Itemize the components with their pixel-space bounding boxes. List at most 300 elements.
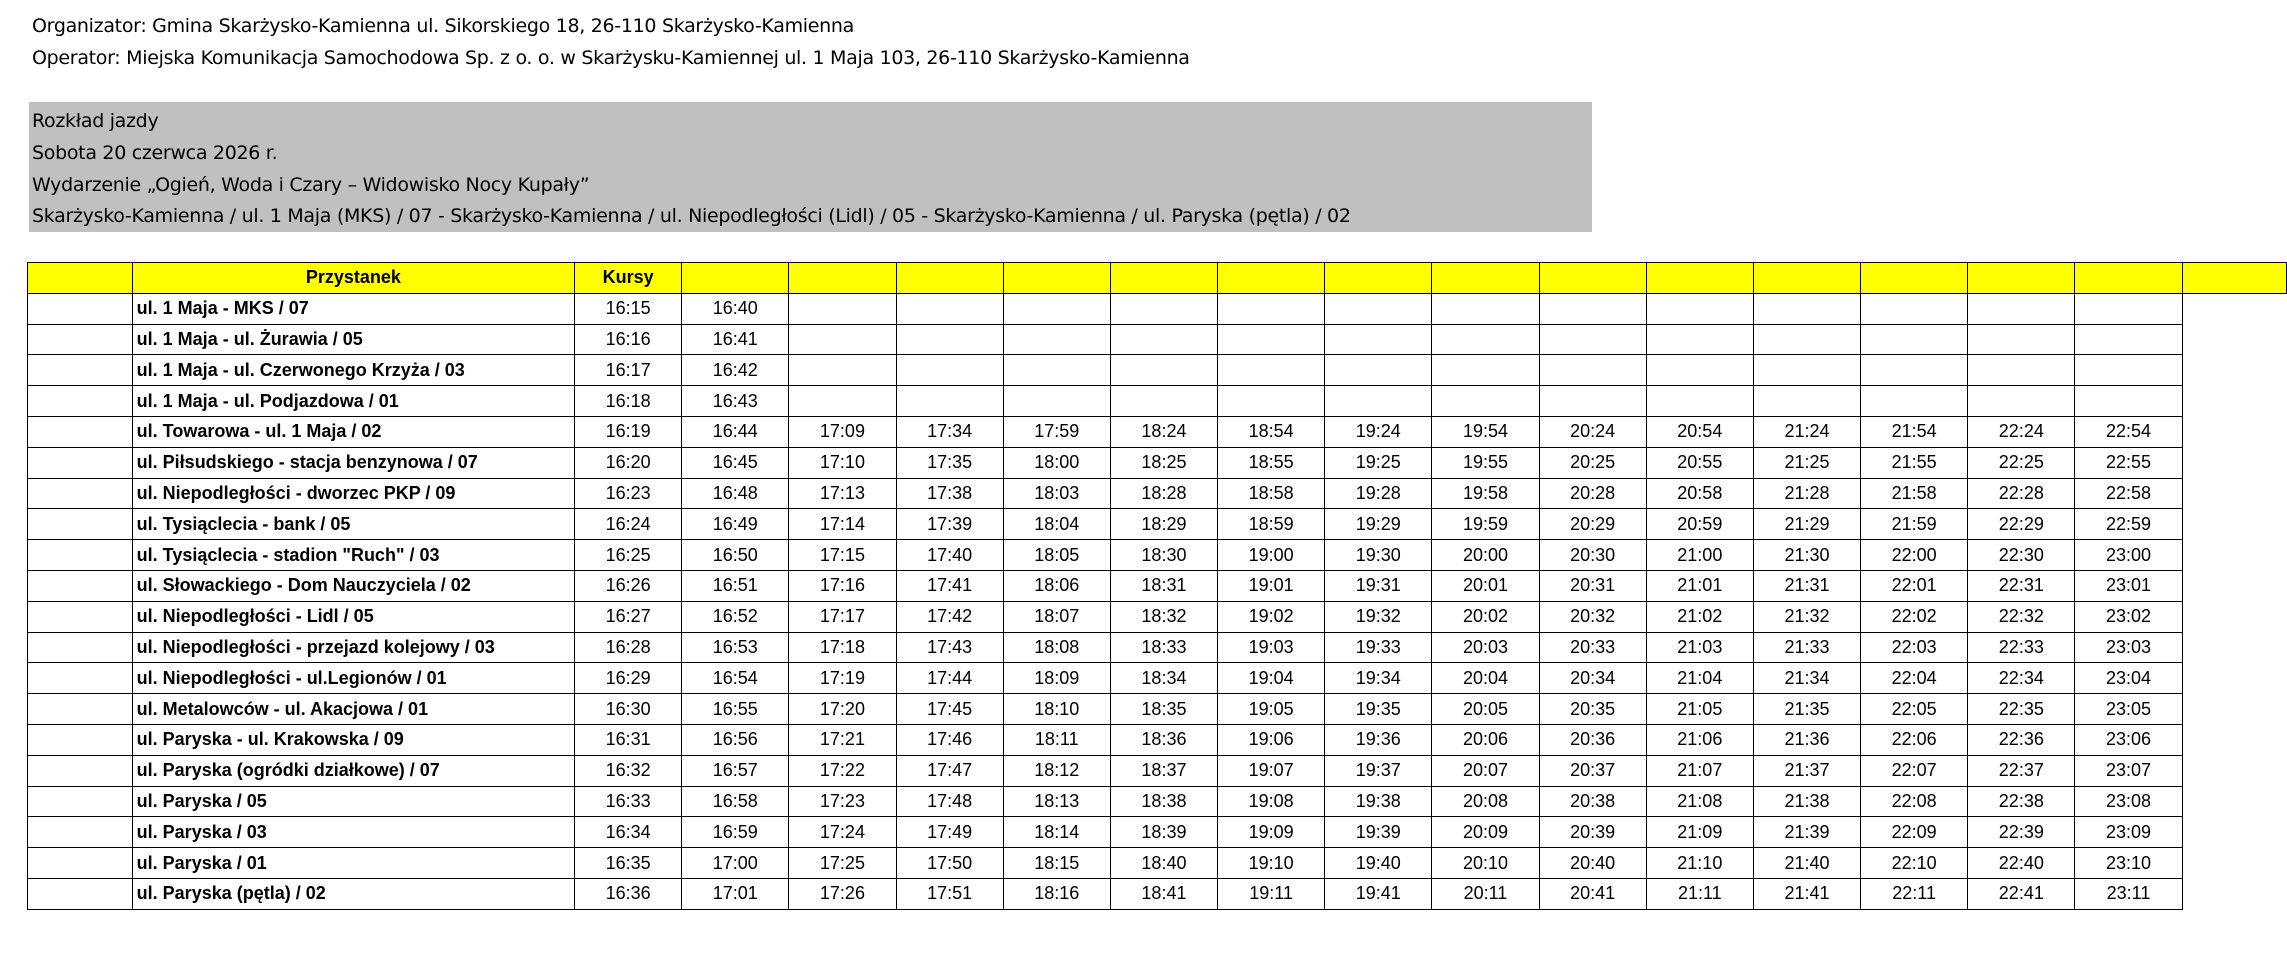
row-blank-cell <box>28 355 133 386</box>
departure-time: 22:31 <box>1968 570 2075 601</box>
departure-time: 21:55 <box>1861 447 1968 478</box>
stop-name: ul. Paryska (pętla) / 02 <box>132 878 574 909</box>
departure-time <box>1110 324 1217 355</box>
stop-name: ul. Paryska - ul. Krakowska / 09 <box>132 724 574 755</box>
departure-time <box>1218 293 1325 324</box>
header-runs: Kursy <box>575 263 682 294</box>
departure-time: 21:30 <box>1753 540 1860 571</box>
table-row <box>28 817 2287 848</box>
departure-time: 20:55 <box>1646 447 1753 478</box>
departure-time: 16:19 <box>575 416 682 447</box>
stop-name: ul. 1 Maja - ul. Podjazdowa / 01 <box>132 386 574 417</box>
departure-time: 19:58 <box>1432 478 1539 509</box>
departure-time: 18:05 <box>1003 540 1110 571</box>
departure-time: 16:26 <box>575 570 682 601</box>
stop-name: ul. Piłsudskiego - stacja benzynowa / 07 <box>132 447 574 478</box>
departure-time: 20:39 <box>1539 817 1646 848</box>
departure-time: 16:15 <box>575 293 682 324</box>
departure-time <box>1539 293 1646 324</box>
departure-time: 16:57 <box>682 755 789 786</box>
table-row <box>28 632 2287 663</box>
departure-time: 21:02 <box>1646 601 1753 632</box>
departure-time: 17:01 <box>682 878 789 909</box>
departure-time <box>1968 386 2075 417</box>
departure-time: 18:30 <box>1110 540 1217 571</box>
departure-time: 16:53 <box>682 632 789 663</box>
departure-time: 17:41 <box>896 570 1003 601</box>
departure-time: 16:33 <box>575 786 682 817</box>
departure-time <box>1539 355 1646 386</box>
departure-time: 18:07 <box>1003 601 1110 632</box>
departure-time: 22:06 <box>1861 724 1968 755</box>
stop-name: ul. Niepodległości - Lidl / 05 <box>132 601 574 632</box>
departure-time: 17:24 <box>789 817 896 848</box>
stop-name: ul. Paryska / 05 <box>132 786 574 817</box>
departure-time: 16:35 <box>575 848 682 879</box>
departure-time: 19:34 <box>1325 663 1432 694</box>
departure-time: 20:59 <box>1646 509 1753 540</box>
departure-time: 21:11 <box>1646 878 1753 909</box>
departure-time <box>1325 293 1432 324</box>
departure-time: 22:35 <box>1968 694 2075 725</box>
departure-time <box>1539 324 1646 355</box>
departure-time: 22:32 <box>1968 601 2075 632</box>
header-blank-cell <box>1110 263 1217 294</box>
departure-time <box>2075 324 2182 355</box>
table-row <box>28 509 2287 540</box>
departure-time: 21:37 <box>1753 755 1860 786</box>
departure-time: 16:27 <box>575 601 682 632</box>
departure-time: 17:43 <box>896 632 1003 663</box>
departure-time <box>789 355 896 386</box>
departure-time: 18:12 <box>1003 755 1110 786</box>
departure-time: 21:35 <box>1753 694 1860 725</box>
departure-time: 16:23 <box>575 478 682 509</box>
departure-time: 20:37 <box>1539 755 1646 786</box>
departure-time: 17:21 <box>789 724 896 755</box>
departure-time: 17:16 <box>789 570 896 601</box>
table-row <box>28 324 2287 355</box>
departure-time: 17:22 <box>789 755 896 786</box>
departure-time: 18:36 <box>1110 724 1217 755</box>
departure-time: 18:37 <box>1110 755 1217 786</box>
row-blank-cell <box>28 601 133 632</box>
info-event: Wydarzenie „Ogień, Woda i Czary – Widowisko Nocy Kupały” <box>32 174 590 196</box>
header-blank-cell <box>1325 263 1432 294</box>
departure-time: 18:10 <box>1003 694 1110 725</box>
header-blank-cell <box>789 263 896 294</box>
departure-time: 19:03 <box>1218 632 1325 663</box>
departure-time <box>2075 386 2182 417</box>
departure-time: 20:10 <box>1432 848 1539 879</box>
row-blank-cell <box>28 663 133 694</box>
departure-time: 21:33 <box>1753 632 1860 663</box>
info-route: Skarżysko-Kamienna / ul. 1 Maja (MKS) / 07 - Skarżysko-Kamienna / ul. Niepodległości (Lidl) / 05 - Skarżysko-Kamienna / ul. Paryska (pętla) / 02 <box>32 205 1351 227</box>
departure-time: 20:36 <box>1539 724 1646 755</box>
departure-time: 20:34 <box>1539 663 1646 694</box>
departure-time: 18:33 <box>1110 632 1217 663</box>
departure-time <box>1646 386 1753 417</box>
departure-time <box>1325 355 1432 386</box>
departure-time: 19:06 <box>1218 724 1325 755</box>
table-row <box>28 878 2287 909</box>
departure-time: 21:10 <box>1646 848 1753 879</box>
header-blank-cell <box>1003 263 1110 294</box>
departure-time: 22:36 <box>1968 724 2075 755</box>
row-blank-cell <box>28 324 133 355</box>
departure-time: 16:52 <box>682 601 789 632</box>
departure-time: 23:07 <box>2075 755 2182 786</box>
departure-time: 18:54 <box>1218 416 1325 447</box>
departure-time: 23:02 <box>2075 601 2182 632</box>
departure-time: 18:55 <box>1218 447 1325 478</box>
departure-time: 16:54 <box>682 663 789 694</box>
header-blank-cell <box>1753 263 1860 294</box>
departure-time: 22:40 <box>1968 848 2075 879</box>
departure-time: 20:54 <box>1646 416 1753 447</box>
departure-time: 18:34 <box>1110 663 1217 694</box>
departure-time: 19:02 <box>1218 601 1325 632</box>
departure-time <box>1753 386 1860 417</box>
departure-time: 17:46 <box>896 724 1003 755</box>
departure-time: 19:28 <box>1325 478 1432 509</box>
departure-time <box>896 386 1003 417</box>
stop-name: ul. Niepodległości - dworzec PKP / 09 <box>132 478 574 509</box>
departure-time: 17:59 <box>1003 416 1110 447</box>
departure-time: 23:05 <box>2075 694 2182 725</box>
departure-time: 19:04 <box>1218 663 1325 694</box>
departure-time: 17:13 <box>789 478 896 509</box>
departure-time <box>1968 324 2075 355</box>
departure-time: 22:04 <box>1861 663 1968 694</box>
departure-time: 21:58 <box>1861 478 1968 509</box>
departure-time: 19:37 <box>1325 755 1432 786</box>
departure-time: 16:59 <box>682 817 789 848</box>
departure-time <box>896 324 1003 355</box>
departure-time: 23:06 <box>2075 724 2182 755</box>
departure-time: 21:31 <box>1753 570 1860 601</box>
departure-time: 18:31 <box>1110 570 1217 601</box>
departure-time: 19:30 <box>1325 540 1432 571</box>
table-row <box>28 478 2287 509</box>
organizer-line: Organizator: Gmina Skarżysko-Kamienna ul. Sikorskiego 18, 26-110 Skarżysko-Kamienna <box>32 15 854 37</box>
departure-time: 18:13 <box>1003 786 1110 817</box>
timetable-info-box <box>29 102 1592 232</box>
departure-time <box>1325 386 1432 417</box>
departure-time: 17:45 <box>896 694 1003 725</box>
departure-time: 21:08 <box>1646 786 1753 817</box>
departure-time: 21:38 <box>1753 786 1860 817</box>
departure-time: 22:05 <box>1861 694 1968 725</box>
departure-time: 19:10 <box>1218 848 1325 879</box>
table-row <box>28 755 2287 786</box>
departure-time <box>789 324 896 355</box>
departure-time: 17:40 <box>896 540 1003 571</box>
departure-time: 19:55 <box>1432 447 1539 478</box>
departure-time: 19:59 <box>1432 509 1539 540</box>
departure-time: 20:00 <box>1432 540 1539 571</box>
departure-time: 22:37 <box>1968 755 2075 786</box>
departure-time: 18:09 <box>1003 663 1110 694</box>
departure-time: 17:10 <box>789 447 896 478</box>
departure-time: 18:39 <box>1110 817 1217 848</box>
departure-time: 21:29 <box>1753 509 1860 540</box>
departure-time: 16:29 <box>575 663 682 694</box>
departure-time: 17:47 <box>896 755 1003 786</box>
departure-time: 21:28 <box>1753 478 1860 509</box>
departure-time <box>1218 324 1325 355</box>
row-blank-cell <box>28 632 133 663</box>
departure-time: 19:29 <box>1325 509 1432 540</box>
departure-time: 20:31 <box>1539 570 1646 601</box>
departure-time <box>1861 355 1968 386</box>
departure-time: 23:11 <box>2075 878 2182 909</box>
departure-time: 23:03 <box>2075 632 2182 663</box>
departure-time: 22:34 <box>1968 663 2075 694</box>
departure-time <box>1110 386 1217 417</box>
table-row <box>28 416 2287 447</box>
stop-name: ul. Słowackiego - Dom Nauczyciela / 02 <box>132 570 574 601</box>
departure-time: 22:54 <box>2075 416 2182 447</box>
departure-time: 17:50 <box>896 848 1003 879</box>
table-row <box>28 293 2287 324</box>
row-blank-cell <box>28 755 133 786</box>
departure-time: 20:28 <box>1539 478 1646 509</box>
departure-time: 18:24 <box>1110 416 1217 447</box>
departure-time: 17:38 <box>896 478 1003 509</box>
departure-time: 18:35 <box>1110 694 1217 725</box>
departure-time: 22:28 <box>1968 478 2075 509</box>
departure-time: 17:19 <box>789 663 896 694</box>
row-blank-cell <box>28 386 133 417</box>
departure-time: 20:32 <box>1539 601 1646 632</box>
departure-time: 22:07 <box>1861 755 1968 786</box>
departure-time <box>1646 355 1753 386</box>
departure-time: 20:09 <box>1432 817 1539 848</box>
departure-time: 20:08 <box>1432 786 1539 817</box>
table-row <box>28 848 2287 879</box>
departure-time <box>896 293 1003 324</box>
departure-time: 22:29 <box>1968 509 2075 540</box>
departure-time: 16:30 <box>575 694 682 725</box>
departure-time: 22:02 <box>1861 601 1968 632</box>
departure-time: 16:34 <box>575 817 682 848</box>
departure-time: 21:41 <box>1753 878 1860 909</box>
departure-time: 19:33 <box>1325 632 1432 663</box>
departure-time <box>789 386 896 417</box>
departure-time <box>1432 386 1539 417</box>
departure-time: 21:32 <box>1753 601 1860 632</box>
departure-time <box>1861 386 1968 417</box>
departure-time: 16:42 <box>682 355 789 386</box>
departure-time: 20:06 <box>1432 724 1539 755</box>
departure-time: 16:56 <box>682 724 789 755</box>
departure-time <box>1003 293 1110 324</box>
departure-time: 22:09 <box>1861 817 1968 848</box>
stop-name: ul. Niepodległości - przejazd kolejowy / 03 <box>132 632 574 663</box>
departure-time: 16:25 <box>575 540 682 571</box>
departure-time: 22:33 <box>1968 632 2075 663</box>
departure-time: 18:41 <box>1110 878 1217 909</box>
row-blank-cell <box>28 478 133 509</box>
header-blank-cell <box>682 263 789 294</box>
departure-time: 17:23 <box>789 786 896 817</box>
stop-name: ul. Tysiąclecia - bank / 05 <box>132 509 574 540</box>
departure-time: 19:40 <box>1325 848 1432 879</box>
departure-time: 17:48 <box>896 786 1003 817</box>
departure-time <box>1432 293 1539 324</box>
departure-time: 16:55 <box>682 694 789 725</box>
departure-time: 17:18 <box>789 632 896 663</box>
header-row <box>28 263 2287 294</box>
departure-time: 17:26 <box>789 878 896 909</box>
stop-name: ul. 1 Maja - MKS / 07 <box>132 293 574 324</box>
departure-time: 18:25 <box>1110 447 1217 478</box>
departure-time: 18:59 <box>1218 509 1325 540</box>
header-blank-cell <box>28 263 133 294</box>
header-stop: Przystanek <box>132 263 574 294</box>
departure-time <box>1110 293 1217 324</box>
row-blank-cell <box>28 293 133 324</box>
departure-time: 21:34 <box>1753 663 1860 694</box>
row-blank-cell <box>28 416 133 447</box>
departure-time: 23:00 <box>2075 540 2182 571</box>
departure-time <box>2075 355 2182 386</box>
departure-time: 16:36 <box>575 878 682 909</box>
table-row <box>28 663 2287 694</box>
departure-time: 20:04 <box>1432 663 1539 694</box>
departure-time: 18:58 <box>1218 478 1325 509</box>
header-blank-cell <box>2075 263 2182 294</box>
departure-time <box>896 355 1003 386</box>
departure-time: 17:44 <box>896 663 1003 694</box>
departure-time: 16:28 <box>575 632 682 663</box>
header-blank-cell <box>1218 263 1325 294</box>
departure-time: 19:11 <box>1218 878 1325 909</box>
departure-time: 21:06 <box>1646 724 1753 755</box>
departure-time: 21:25 <box>1753 447 1860 478</box>
departure-time <box>1861 324 1968 355</box>
departure-time: 17:20 <box>789 694 896 725</box>
departure-time: 20:38 <box>1539 786 1646 817</box>
header-blank-cell <box>1646 263 1753 294</box>
departure-time <box>1218 355 1325 386</box>
stop-name: ul. Niepodległości - ul.Legionów / 01 <box>132 663 574 694</box>
departure-time: 20:02 <box>1432 601 1539 632</box>
departure-time: 19:05 <box>1218 694 1325 725</box>
departure-time: 22:58 <box>2075 478 2182 509</box>
departure-time: 18:40 <box>1110 848 1217 879</box>
departure-time: 21:04 <box>1646 663 1753 694</box>
departure-time: 20:40 <box>1539 848 1646 879</box>
departure-time: 20:11 <box>1432 878 1539 909</box>
departure-time: 21:01 <box>1646 570 1753 601</box>
departure-time <box>1432 355 1539 386</box>
departure-time: 21:24 <box>1753 416 1860 447</box>
departure-time: 17:25 <box>789 848 896 879</box>
departure-time: 20:03 <box>1432 632 1539 663</box>
departure-time: 18:00 <box>1003 447 1110 478</box>
table-row <box>28 570 2287 601</box>
departure-time: 19:36 <box>1325 724 1432 755</box>
departure-time <box>1646 293 1753 324</box>
departure-time: 20:07 <box>1432 755 1539 786</box>
departure-time: 21:00 <box>1646 540 1753 571</box>
departure-time: 16:24 <box>575 509 682 540</box>
departure-time: 23:01 <box>2075 570 2182 601</box>
departure-time: 19:00 <box>1218 540 1325 571</box>
departure-time: 19:54 <box>1432 416 1539 447</box>
departure-time: 17:15 <box>789 540 896 571</box>
departure-time <box>789 293 896 324</box>
departure-time: 16:48 <box>682 478 789 509</box>
departure-time: 16:43 <box>682 386 789 417</box>
departure-time: 21:40 <box>1753 848 1860 879</box>
row-blank-cell <box>28 694 133 725</box>
departure-time: 22:11 <box>1861 878 1968 909</box>
stop-name: ul. Metalowców - ul. Akacjowa / 01 <box>132 694 574 725</box>
departure-time: 20:58 <box>1646 478 1753 509</box>
departure-time: 18:32 <box>1110 601 1217 632</box>
table-row <box>28 601 2287 632</box>
departure-time <box>1003 386 1110 417</box>
departure-time <box>1968 293 2075 324</box>
departure-time: 20:30 <box>1539 540 1646 571</box>
departure-time <box>1325 324 1432 355</box>
departure-time: 20:24 <box>1539 416 1646 447</box>
departure-time: 19:07 <box>1218 755 1325 786</box>
departure-time: 19:08 <box>1218 786 1325 817</box>
departure-time: 20:25 <box>1539 447 1646 478</box>
operator-line: Operator: Miejska Komunikacja Samochodowa Sp. z o. o. w Skarżysku-Kamiennej ul. 1 Maja 103, 26-110 Skarżysko-Kamienna <box>32 47 1190 69</box>
departure-time: 23:04 <box>2075 663 2182 694</box>
departure-time: 22:25 <box>1968 447 2075 478</box>
header-blank-cell <box>1861 263 1968 294</box>
departure-time: 16:32 <box>575 755 682 786</box>
departure-time: 17:00 <box>682 848 789 879</box>
departure-time: 21:09 <box>1646 817 1753 848</box>
table-row <box>28 540 2287 571</box>
departure-time: 21:39 <box>1753 817 1860 848</box>
table-row <box>28 786 2287 817</box>
row-blank-cell <box>28 447 133 478</box>
departure-time: 22:01 <box>1861 570 1968 601</box>
departure-time: 18:04 <box>1003 509 1110 540</box>
departure-time: 16:31 <box>575 724 682 755</box>
departure-time <box>1110 355 1217 386</box>
departure-time: 16:16 <box>575 324 682 355</box>
table-row <box>28 355 2287 386</box>
header-blank-cell <box>896 263 1003 294</box>
departure-time: 17:42 <box>896 601 1003 632</box>
departure-time: 16:49 <box>682 509 789 540</box>
departure-time: 21:59 <box>1861 509 1968 540</box>
departure-time: 18:38 <box>1110 786 1217 817</box>
stop-name: ul. Towarowa - ul. 1 Maja / 02 <box>132 416 574 447</box>
departure-time: 19:38 <box>1325 786 1432 817</box>
departure-time: 16:17 <box>575 355 682 386</box>
departure-time: 21:07 <box>1646 755 1753 786</box>
departure-time: 19:25 <box>1325 447 1432 478</box>
departure-time: 17:34 <box>896 416 1003 447</box>
departure-time: 19:24 <box>1325 416 1432 447</box>
row-blank-cell <box>28 817 133 848</box>
departure-time: 18:03 <box>1003 478 1110 509</box>
info-date: Sobota 20 czerwca 2026 r. <box>32 142 278 164</box>
departure-time: 16:58 <box>682 786 789 817</box>
departure-time: 22:24 <box>1968 416 2075 447</box>
header-blank-cell <box>1432 263 1539 294</box>
